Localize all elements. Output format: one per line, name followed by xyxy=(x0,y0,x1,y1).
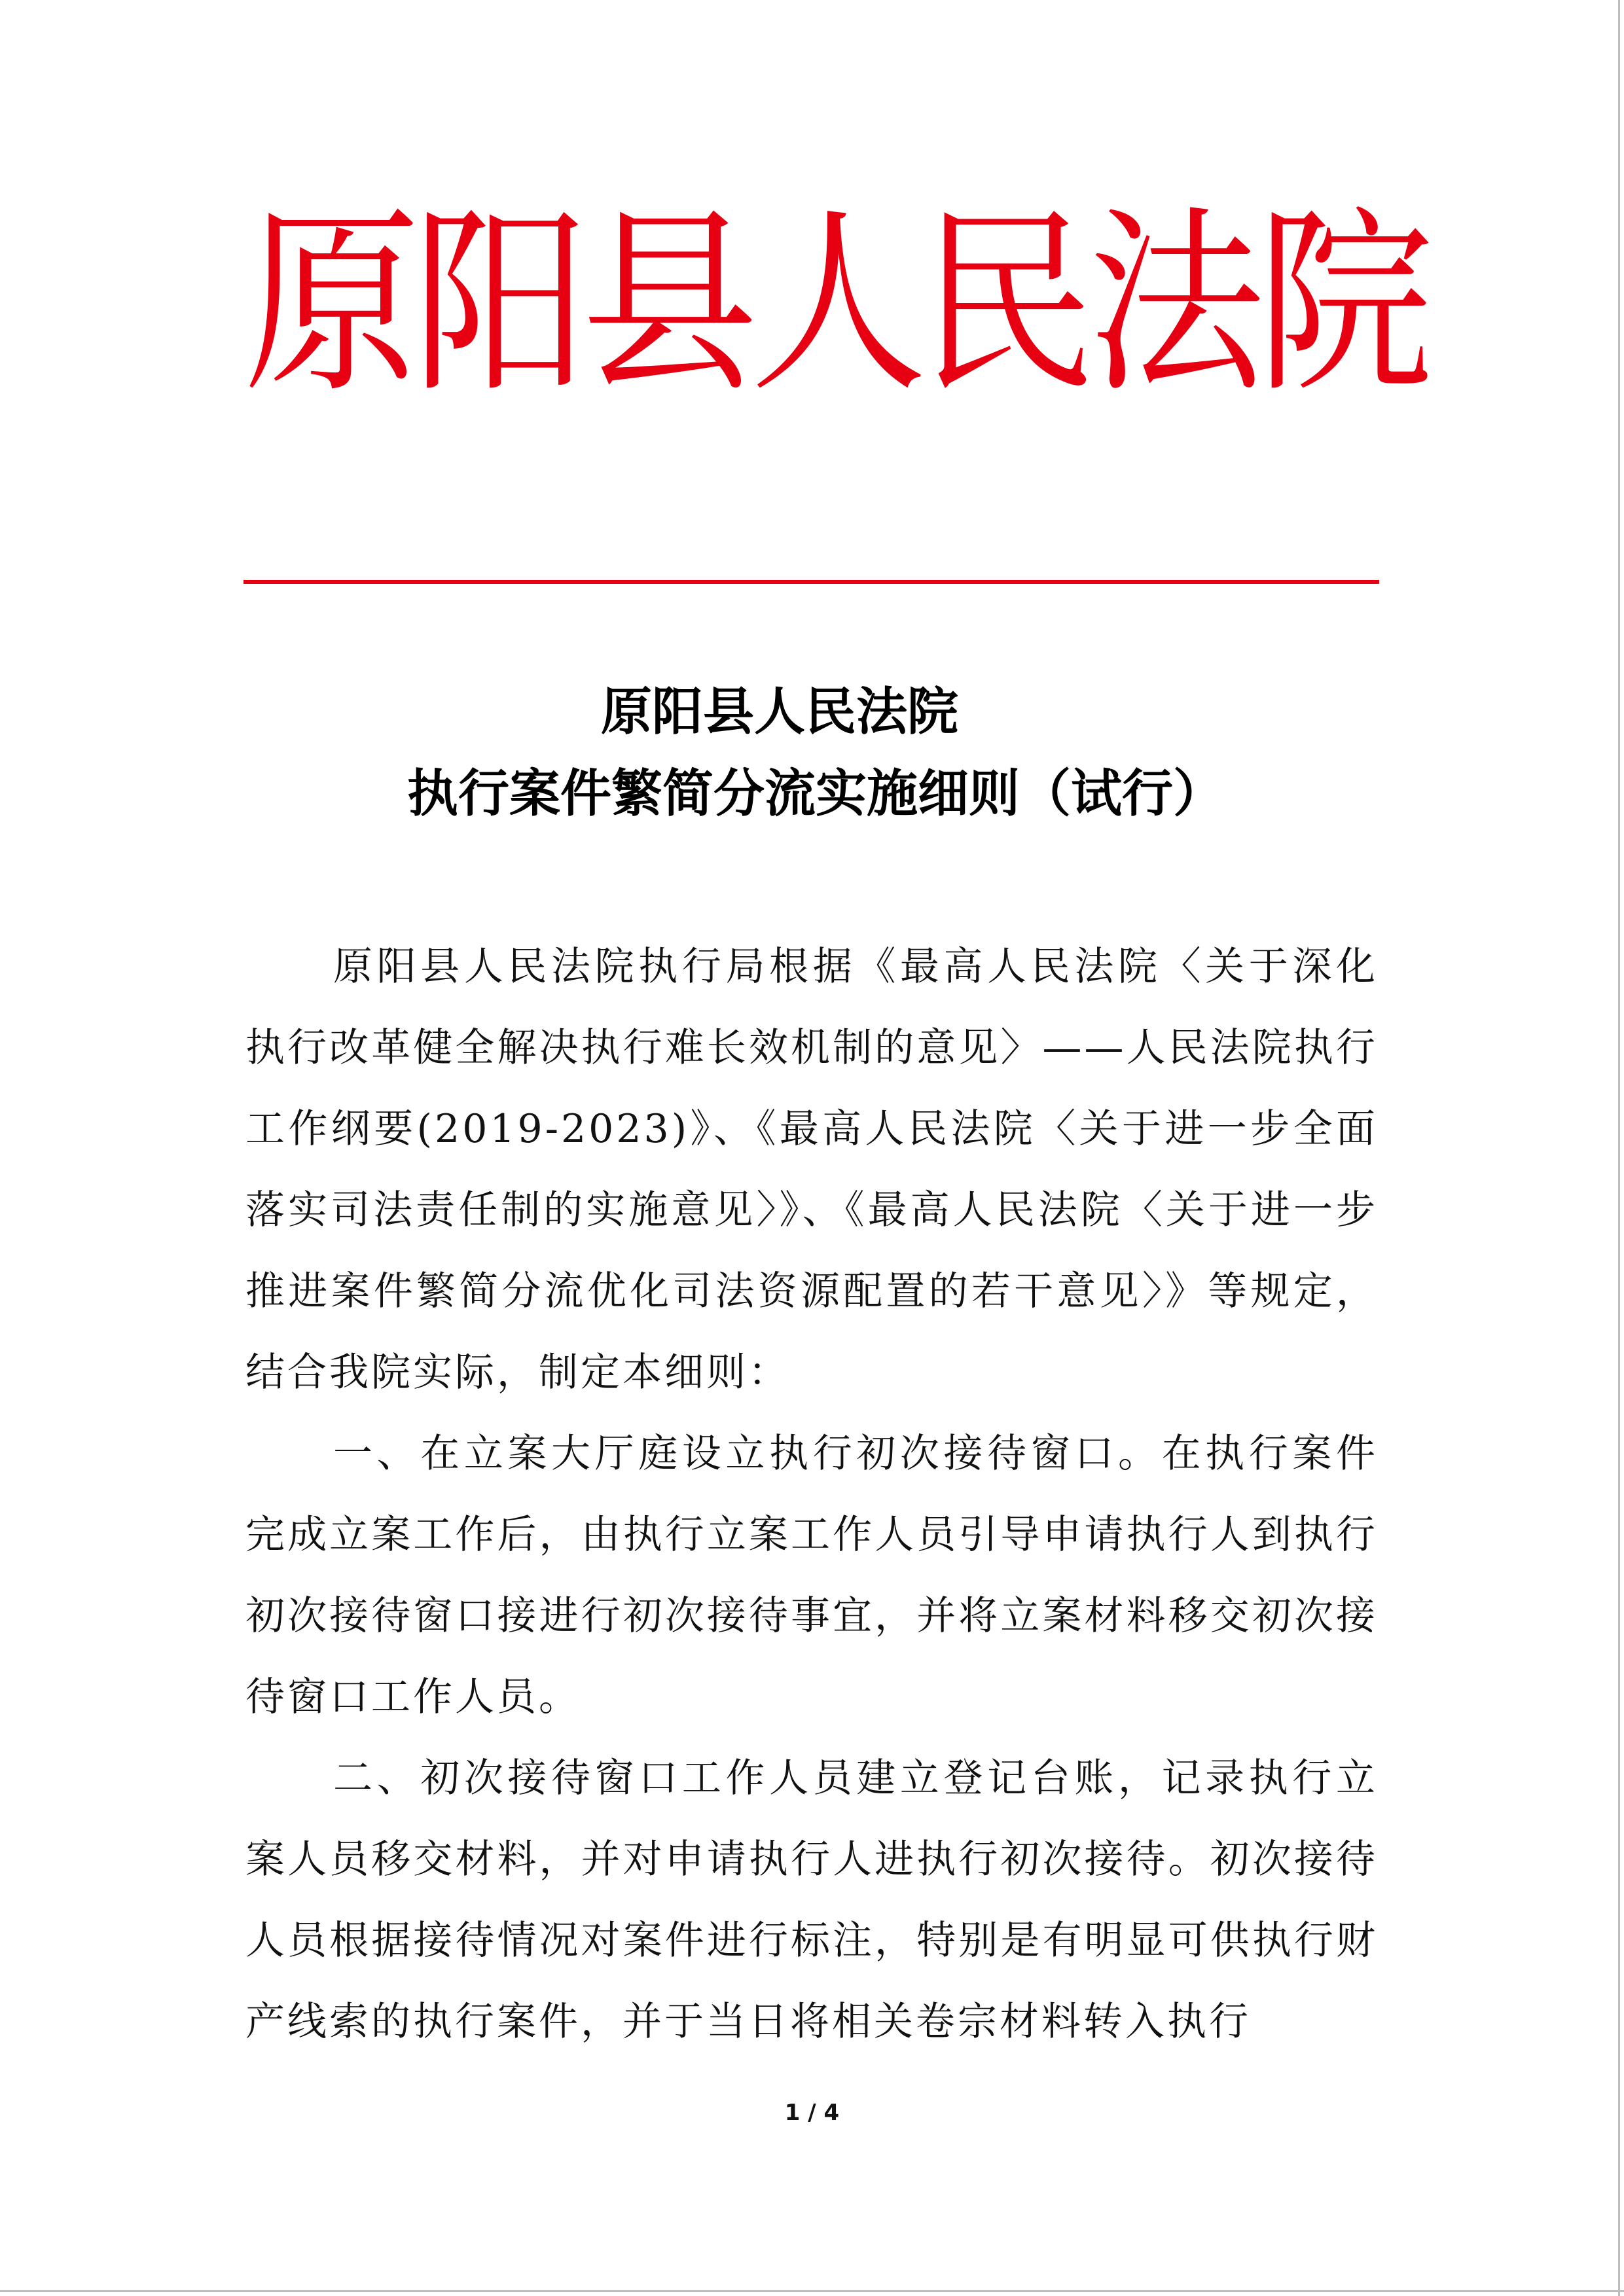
letterhead-org-name: 原阳县人民法院 xyxy=(244,188,1426,420)
document-title-line2: 执行案件繁简分流实施细则（试行） xyxy=(407,764,1225,823)
paragraph-article-2: 二、初次接待窗口工作人员建立登记台账，记录执行立案人员移交材料，并对申请执行人进执行初次接待。初次接待人员根据接待情况对案件进行标注，特别是有明显可供执行财产线索的执行案件，并于当日将相关卷宗材料转入执行 xyxy=(245,1755,1378,2045)
document-title xyxy=(0,671,1624,834)
page-edge-bottom xyxy=(0,2290,1624,2292)
paragraph-preamble: 原阳县人民法院执行局根据《最高人民法院〈关于深化执行改革健全解决执行难长效机制的意见〉——人民法院执行工作纲要(2019-2023)》、《最高人民法院〈关于进一步全面落实司法责任制的实施意见〉》、《最高人民法院〈关于进一步推进案件繁简分流优化司法资源配置的若干意见〉》等规定，结合我院实际，制定本细则： xyxy=(245,944,1378,1395)
letterhead-red-rule xyxy=(244,580,1379,584)
page-edge-right xyxy=(1618,0,1620,2296)
page-number: 1 / 4 xyxy=(784,2100,840,2126)
document-body xyxy=(245,926,1378,2062)
document-title-line1: 原阳县人民法院 xyxy=(601,682,959,742)
paragraph-article-1: 一、在立案大厅庭设立执行初次接待窗口。在执行案件完成立案工作后，由执行立案工作人员引导申请执行人到执行初次接待窗口接进行初次接待事宜，并将立案材料移交初次接待窗口工作人员。 xyxy=(245,1431,1378,1720)
